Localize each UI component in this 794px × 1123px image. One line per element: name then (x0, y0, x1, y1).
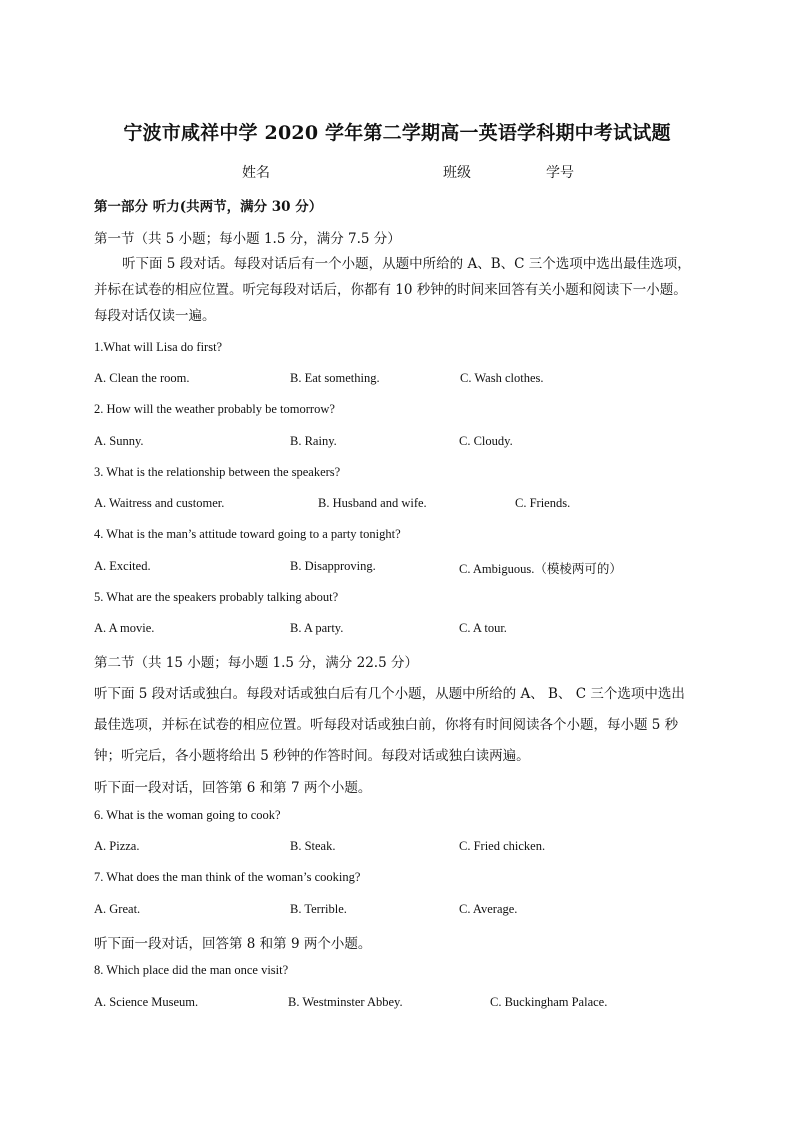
question-3: 3. What is the relationship between the speakers? (94, 465, 341, 479)
section1-heading: 第一节（共 5 小题；每小题 1.5 分，满分 7.5 分） (94, 231, 401, 247)
option-c: C. Ambiguous.（模棱两可的） (459, 562, 622, 576)
section1-instruction: 每段对话仅读一遍。 (94, 308, 216, 324)
part1-heading: 第一部分 听力(共两节，满分 30 分） (94, 199, 323, 215)
option-b: B. A party. (290, 621, 344, 635)
question-2: 2. How will the weather probably be tomorrow? (94, 402, 335, 416)
option-b: B. Rainy. (290, 434, 337, 448)
option-b: B. Disapproving. (290, 559, 376, 573)
question-1: 1.What will Lisa do first? (94, 340, 223, 354)
section2-heading: 第二节（共 15 小题；每小题 1.5 分，满分 22.5 分） (94, 655, 418, 671)
question-4: 4. What is the man’s attitude toward going to a party tonight? (94, 527, 401, 541)
option-c: C. A tour. (459, 621, 507, 635)
question-7: 7. What does the man think of the woman’s cooking? (94, 870, 361, 884)
student-number-label: 学号 (546, 165, 574, 181)
option-c: C. Cloudy. (459, 434, 513, 448)
option-c: C. Wash clothes. (460, 371, 544, 385)
option-a: A. Pizza. (94, 839, 140, 853)
option-b: B. Eat something. (290, 371, 380, 385)
option-a: A. Clean the room. (94, 371, 190, 385)
section2-instruction: 听下面 5 段对话或独白。每段对话或独白后有几个小题，从题中所给的 A、 B、 C 三个选项中选出 (94, 686, 685, 702)
option-b: B. Westminster Abbey. (288, 995, 403, 1009)
question-6: 6. What is the woman going to cook? (94, 808, 281, 822)
option-a: A. Excited. (94, 559, 151, 573)
option-c: C. Friends. (515, 496, 571, 510)
section1-instruction: 听下面 5 段对话。每段对话后有一个小题，从题中所给的 A、B、C 三个选项中选出最佳选项， (122, 256, 691, 272)
page-title: 宁波市咸祥中学 2020 学年第二学期高一英语学科期中考试试题 (123, 122, 671, 144)
section2-instruction: 钟；听完后，各小题将给出 5 秒钟的作答时间。每段对话或独白读两遍。 (94, 748, 530, 764)
option-b: B. Steak. (290, 839, 336, 853)
question-5: 5. What are the speakers probably talking about? (94, 590, 339, 604)
option-a: A. Sunny. (94, 434, 144, 448)
option-a: A. Science Museum. (94, 995, 199, 1009)
option-c: C. Average. (459, 902, 518, 916)
name-label: 姓名 (242, 165, 270, 181)
option-c: C. Buckingham Palace. (490, 995, 608, 1009)
section1-instruction: 并标在试卷的相应位置。听完每段对话后，你都有 10 秒钟的时间来回答有关小题和阅读下一小题。 (94, 282, 687, 298)
option-a: A. Great. (94, 902, 141, 916)
option-b: B. Terrible. (290, 902, 347, 916)
question-8: 8. Which place did the man once visit? (94, 963, 289, 977)
option-c: C. Fried chicken. (459, 839, 546, 853)
dialogue-note: 听下面一段对话，回答第 6 和第 7 两个小题。 (94, 780, 372, 796)
section2-instruction: 最佳选项，并标在试卷的相应位置。听每段对话或独白前，你将有时间阅读各个小题，每小题 5 秒 (94, 717, 679, 733)
class-label: 班级 (443, 165, 471, 181)
option-b: B. Husband and wife. (318, 496, 427, 510)
dialogue-note: 听下面一段对话，回答第 8 和第 9 两个小题。 (94, 936, 372, 952)
option-a: A. A movie. (94, 621, 155, 635)
option-a: A. Waitress and customer. (94, 496, 225, 510)
